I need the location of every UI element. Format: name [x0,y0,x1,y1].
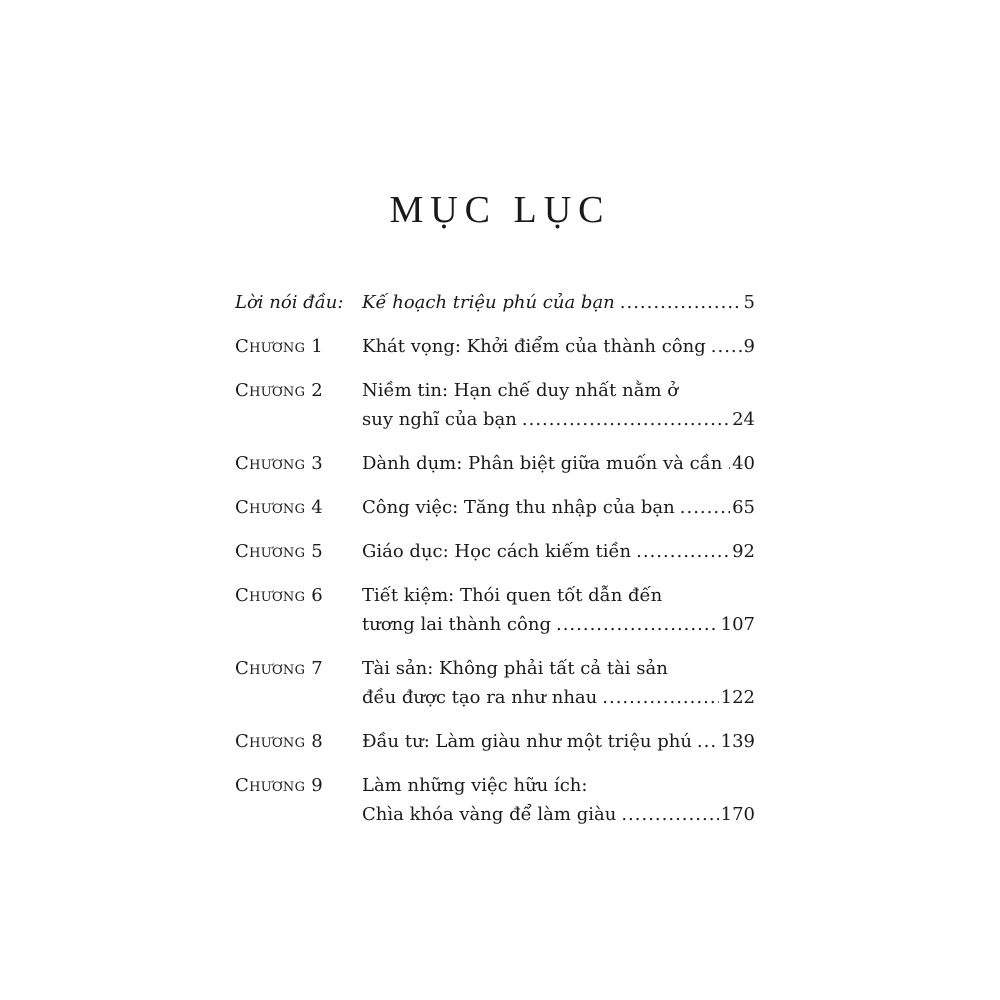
toc-entry-leader-line [362,537,755,566]
toc-entry-chapter-7 [235,654,755,712]
toc-entry-title-line-1: Niềm tin: Hạn chế duy nhất nằm ở [362,380,679,401]
toc-entry-label [235,537,362,566]
toc-entry-body [362,376,755,434]
toc-entry-title: Kế hoạch triệu phú của bạn [362,292,615,313]
chapter-label: Chương 4 [235,497,324,518]
toc-entry-label [235,771,362,800]
table-of-contents [235,288,755,844]
page-title: MỤC LỤC [389,189,611,231]
toc-entry-title-line-2: suy nghĩ của bạn [362,409,517,430]
toc-entry-title-line-2: đều được tạo ra như nhau [362,687,598,708]
toc-entry-leader-line [362,493,755,522]
dot-leader [680,493,730,522]
toc-entry-label [235,493,362,522]
toc-entry-label [235,727,362,756]
toc-entry-label [235,581,362,610]
toc-entry-leader-line [362,800,755,829]
toc-entry-chapter-9 [235,771,755,829]
toc-entry-title-line-1: Làm những việc hữu ích: [362,775,588,796]
toc-entry-leader-line [362,683,755,712]
toc-entry-preface [235,288,755,317]
toc-entry-title: Đầu tư: Làm giàu như một triệu phú [362,731,692,752]
dot-leader [636,537,730,566]
toc-entry-body [362,449,755,478]
chapter-label: Chương 7 [235,658,324,679]
toc-entry-body [362,537,755,566]
chapter-label: Chương 8 [235,731,324,752]
toc-entry-body [362,771,755,829]
toc-entry-chapter-2 [235,376,755,434]
toc-entry-page-number: 5 [743,292,755,313]
toc-entry-body [362,332,755,361]
toc-entry-body [362,727,755,756]
chapter-label: Chương 1 [235,336,324,357]
chapter-label: Chương 2 [235,380,324,401]
toc-entry-chapter-4 [235,493,755,522]
toc-entry-page-number: 40 [732,453,755,474]
toc-entry-title-line-1: Tài sản: Không phải tất cả tài sản [362,658,668,679]
chapter-label: Chương 5 [235,541,324,562]
toc-entry-chapter-6 [235,581,755,639]
toc-entry-title: Dành dụm: Phân biệt giữa muốn và cần [362,453,723,474]
toc-entry-label [235,654,362,683]
dot-leader [602,683,718,712]
toc-entry-chapter-8 [235,727,755,756]
toc-entry-chapter-3 [235,449,755,478]
toc-entry-body [362,493,755,522]
toc-entry-page-number: 92 [732,541,755,562]
dot-leader [727,449,730,478]
toc-entry-label: Lời nói đầu: [235,292,344,313]
dot-leader [621,800,718,829]
dot-leader [711,332,742,361]
chapter-label: Chương 3 [235,453,324,474]
toc-entry-page-number: 65 [732,497,755,518]
toc-entry-page-number: 122 [720,687,755,708]
toc-entry-chapter-5 [235,537,755,566]
toc-entry-title: Công việc: Tăng thu nhập của bạn [362,497,675,518]
toc-entry-leader-line [362,288,755,317]
toc-entry-body [362,288,755,317]
dot-leader [620,288,742,317]
toc-entry-leader-line [362,332,755,361]
dot-leader [556,610,719,639]
dot-leader [697,727,719,756]
chapter-label: Chương 6 [235,585,324,606]
chapter-label: Chương 9 [235,775,324,796]
toc-entry-title-line-2: Chìa khóa vàng để làm giàu [362,804,617,825]
toc-entry-label [235,376,362,405]
toc-entry-leader-line [362,405,755,434]
toc-entry-title-line-2: tương lai thành công [362,614,551,635]
toc-entry-page-number: 139 [720,731,755,752]
toc-entry-leader-line [362,610,755,639]
toc-entry-title-line-1: Tiết kiệm: Thói quen tốt dẫn đến [362,585,663,606]
toc-entry-leader-line [362,449,755,478]
toc-entry-title: Giáo dục: Học cách kiếm tiền [362,541,632,562]
dot-leader [522,405,730,434]
toc-entry-page-number: 9 [743,336,755,357]
toc-entry-title: Khát vọng: Khởi điểm của thành công [362,336,706,357]
toc-entry-page-number: 107 [720,614,755,635]
toc-entry-body [362,581,755,639]
toc-entry-page-number: 170 [720,804,755,825]
toc-entry-label [235,449,362,478]
toc-entry-leader-line [362,727,755,756]
toc-entry-chapter-1 [235,332,755,361]
toc-entry-page-number: 24 [732,409,755,430]
toc-entry-label [235,332,362,361]
toc-entry-body [362,654,755,712]
